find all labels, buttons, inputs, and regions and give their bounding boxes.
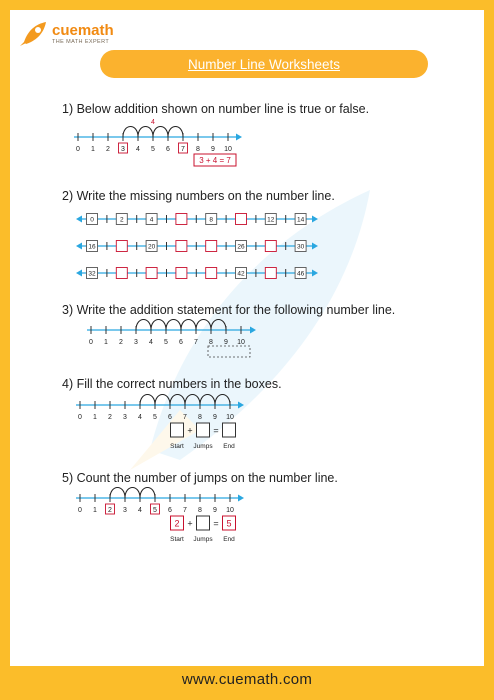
tick-label: 4 <box>136 146 140 153</box>
arrow-right-icon <box>312 243 318 250</box>
number-box <box>176 268 187 279</box>
jump-arc <box>136 320 151 331</box>
number-box-value: 42 <box>237 270 245 278</box>
equation-box <box>171 423 184 437</box>
jump-count-label: 4 <box>151 119 155 126</box>
number-box <box>116 241 127 252</box>
tick-label: 3 <box>123 507 127 514</box>
number-box-value: 2 <box>119 216 124 224</box>
footer-bar <box>0 666 494 700</box>
number-box-value: 4 <box>149 216 154 224</box>
number-box-value: 12 <box>267 216 275 224</box>
question-2: 2) Write the missing numbers on the number line. <box>62 189 335 203</box>
tick-label: 0 <box>78 507 82 514</box>
equation-label: End <box>223 443 235 450</box>
tick-label: 8 <box>209 339 213 346</box>
tick-label: 9 <box>213 507 217 514</box>
tick-label: 10 <box>226 507 234 514</box>
tick-label: 9 <box>213 414 217 421</box>
tick-label: 10 <box>226 414 234 421</box>
tick-label: 0 <box>89 339 93 346</box>
jump-arc <box>125 488 140 499</box>
tick-label: 5 <box>153 507 157 514</box>
number-box <box>236 214 247 225</box>
number-box <box>265 241 276 252</box>
tick-label: 6 <box>168 414 172 421</box>
arrow-right-icon <box>312 270 318 277</box>
plus-sign: + <box>187 518 193 529</box>
addition-statement: 3 + 4 = 7 <box>199 156 231 165</box>
arrow-right-icon <box>238 402 244 409</box>
number-box <box>146 268 157 279</box>
number-box <box>116 268 127 279</box>
equation-label: Start <box>170 536 184 543</box>
tick-label: 3 <box>134 339 138 346</box>
arrow-right-icon <box>250 327 256 334</box>
jump-arc <box>151 320 166 331</box>
tick-label: 9 <box>211 146 215 153</box>
arrow-right-icon <box>236 134 242 141</box>
arrow-right-icon <box>238 495 244 502</box>
tick-label: 8 <box>198 414 202 421</box>
number-box-value: 46 <box>296 270 305 278</box>
equals-sign: = <box>213 425 219 436</box>
jump-arc <box>110 488 125 499</box>
jump-arc <box>185 395 200 406</box>
equation-box <box>197 516 210 530</box>
number-box <box>176 214 187 225</box>
tick-label: 1 <box>93 414 97 421</box>
tick-label: 9 <box>224 339 228 346</box>
question-4: 4) Fill the correct numbers in the boxes. <box>62 377 282 391</box>
tick-label: 6 <box>168 507 172 514</box>
question-3: 3) Write the addition statement for the following number line. <box>62 303 396 317</box>
equation-box <box>197 423 210 437</box>
tick-label: 7 <box>181 146 185 153</box>
tick-label: 1 <box>93 507 97 514</box>
equation-box-value: 2 <box>174 518 180 529</box>
jump-arc <box>123 127 138 138</box>
tick-label: 6 <box>179 339 183 346</box>
jump-arc <box>140 488 155 499</box>
worksheet-title: Number Line Worksheets <box>187 56 341 72</box>
number-box-value: 26 <box>237 243 245 251</box>
question-5: 5) Count the number of jumps on the number line. <box>62 471 338 485</box>
tick-label: 8 <box>198 507 202 514</box>
tick-label: 2 <box>108 507 112 514</box>
tick-label: 0 <box>76 146 80 153</box>
equation-label: Start <box>170 443 184 450</box>
tick-label: 2 <box>108 414 112 421</box>
tick-label: 4 <box>149 339 153 346</box>
tick-label: 3 <box>123 414 127 421</box>
equation-box-value: 5 <box>226 518 232 529</box>
tick-label: 1 <box>91 146 95 153</box>
tick-label: 5 <box>164 339 168 346</box>
tick-label: 4 <box>138 507 142 514</box>
tick-label: 7 <box>183 507 187 514</box>
number-box <box>265 268 276 279</box>
equals-sign: = <box>213 518 219 529</box>
equation-box <box>223 423 236 437</box>
tick-label: 2 <box>106 146 110 153</box>
number-box-value: 32 <box>88 270 96 278</box>
tick-label: 7 <box>183 414 187 421</box>
number-box-value: 30 <box>296 243 305 251</box>
jump-arc <box>196 320 211 331</box>
number-box-value: 0 <box>90 216 94 224</box>
number-box <box>206 268 217 279</box>
jump-arc <box>138 127 153 138</box>
equation-label: Jumps <box>193 536 213 543</box>
number-box <box>206 241 217 252</box>
arrow-right-icon <box>312 216 318 223</box>
number-box <box>176 241 187 252</box>
tick-label: 8 <box>196 146 200 153</box>
jump-arc <box>200 395 215 406</box>
jump-arc <box>166 320 181 331</box>
plus-sign: + <box>187 425 193 436</box>
number-box-value: 20 <box>147 243 156 251</box>
jump-arc <box>211 320 226 331</box>
tick-label: 7 <box>194 339 198 346</box>
answer-box <box>208 346 250 357</box>
jump-arc <box>170 395 185 406</box>
jump-arc <box>181 320 196 331</box>
jump-arc <box>140 395 155 406</box>
footer-url: www.cuemath.com <box>181 671 313 688</box>
tick-label: 0 <box>78 414 82 421</box>
brand-name: cuemath <box>52 21 114 39</box>
question-1: 1) Below addition shown on number line is true or false. <box>62 102 370 116</box>
equation-label: Jumps <box>193 443 213 450</box>
tick-label: 10 <box>224 146 232 153</box>
tick-label: 2 <box>119 339 123 346</box>
tick-label: 5 <box>153 414 157 421</box>
number-box-value: 14 <box>296 216 305 224</box>
brand-tagline: THE MATH EXPERT <box>52 38 110 45</box>
jump-arc <box>215 395 230 406</box>
equation-label: End <box>223 536 235 543</box>
tick-label: 3 <box>121 146 125 153</box>
number-box-value: 16 <box>88 243 96 251</box>
jump-arc <box>153 127 168 138</box>
jump-arc <box>155 395 170 406</box>
tick-label: 4 <box>138 414 142 421</box>
number-box-value: 8 <box>209 216 214 224</box>
tick-label: 5 <box>151 146 155 153</box>
tick-label: 6 <box>166 146 170 153</box>
tick-label: 1 <box>104 339 108 346</box>
jump-arc <box>168 127 183 138</box>
tick-label: 10 <box>237 339 245 346</box>
